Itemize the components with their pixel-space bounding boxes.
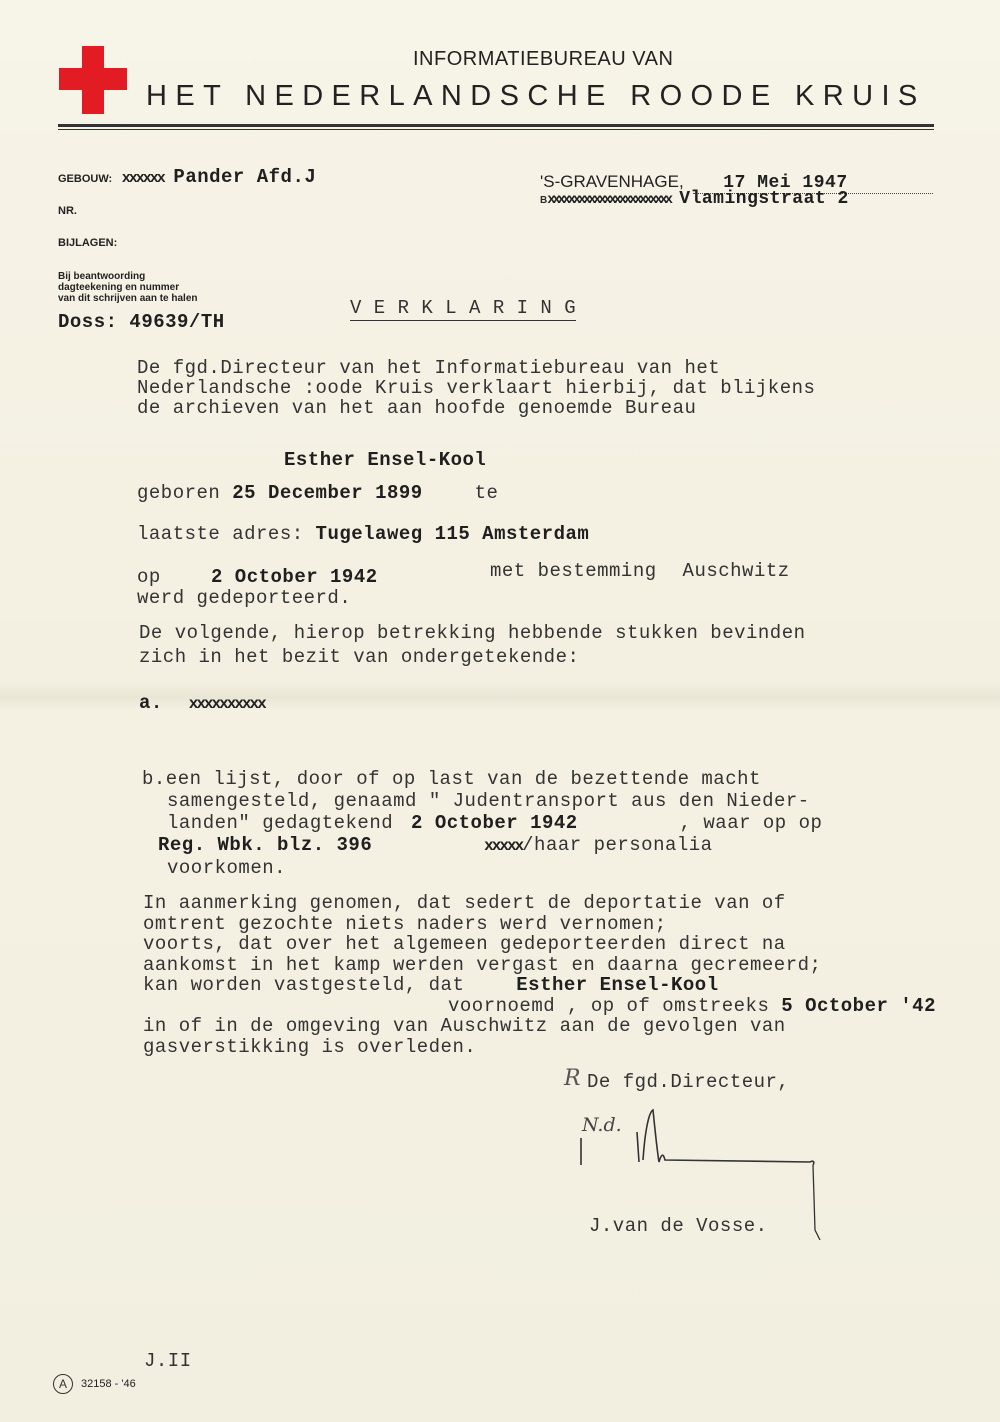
intro-line: De fgd.Directeur van het Informatiebureau van het <box>137 357 721 379</box>
item-b-waar-op: , waar op op <box>679 812 823 834</box>
person-name: Esther Ensel-Kool <box>284 449 487 471</box>
reply-note <box>58 271 198 304</box>
footer-reference: J.II <box>144 1350 192 1372</box>
item-a-struck: xxxxxxxxxx <box>188 695 265 713</box>
city-label: 'S-GRAVENHAGE, <box>540 172 684 191</box>
born-label: geboren <box>137 482 221 504</box>
conclusion-line: omtrent gezochte niets naders werd vernomen; <box>143 912 667 935</box>
signature-role: De fgd.Directeur, <box>587 1071 790 1093</box>
letterhead-top-line: INFORMATIEBUREAU VAN <box>413 48 674 70</box>
address-value: Vlamingstraat 2 <box>679 189 849 209</box>
last-address-label: laatste adres: <box>137 523 304 545</box>
conclusion-voornoemd: voornoemd , op of omstreeks <box>448 994 770 1017</box>
item-b <box>142 768 822 879</box>
nr-label: NR. <box>58 205 77 217</box>
item-b-line1: b.een lijst, door of op last van de bezettende macht <box>142 768 761 790</box>
deportation-date: 2 October 1942 <box>211 566 378 588</box>
item-b-date: 2 October 1942 <box>411 812 578 834</box>
signature-initial: R <box>564 1066 581 1091</box>
item-b-line3 <box>142 812 822 834</box>
gebouw-field <box>58 166 316 188</box>
document-title: V E R K L A R I N G <box>350 297 577 319</box>
item-b-line5: voorkomen. <box>167 857 287 879</box>
item-b-line2: samengesteld, genaamd " Judentransport aus den Nieder- <box>167 790 810 812</box>
last-address-value: Tugelaweg 115 Amsterdam <box>315 523 590 545</box>
printer-mark-icon: A <box>53 1374 73 1394</box>
op-label: op <box>137 566 161 588</box>
letter-date: 17 Mei 1947 <box>693 173 933 194</box>
conclusion-line-6 <box>143 996 936 1017</box>
address-struck: xxxxxxxxxxxxxxxxxxxxxxxx <box>547 192 670 208</box>
address-prefix: B <box>540 195 548 206</box>
conclusion-line-5 <box>143 975 936 996</box>
conclusion-line: aankomst in het kamp werden vergast en daarna gecremeerd; <box>143 953 822 976</box>
print-code-text: 32158 - '46 <box>81 1378 136 1390</box>
documents-intro-line: De volgende, hierop betrekking hebbende stukken bevinden <box>139 622 806 644</box>
signature-nd: N.d. <box>582 1114 622 1136</box>
documents-intro-line: zich in het bezit van ondergetekende: <box>139 646 580 668</box>
print-code <box>53 1374 136 1394</box>
office-address <box>540 189 849 209</box>
item-a <box>139 692 265 714</box>
letterhead-rule-thin <box>58 129 934 130</box>
letterhead-org-name: HET NEDERLANDSCHE ROODE KRUIS <box>146 80 926 112</box>
conclusion-date: 5 October '42 <box>781 994 936 1017</box>
item-a-label: a. <box>139 692 163 714</box>
destination-label: met bestemming <box>490 560 657 582</box>
gebouw-label: GEBOUW: <box>58 173 113 185</box>
conclusion-line: gasverstikking is overleden. <box>143 1035 477 1058</box>
born-day: 25 <box>232 482 257 504</box>
item-b-line4 <box>142 834 822 857</box>
last-address-line <box>137 523 589 545</box>
reply-note-line: dagteekening en nummer <box>58 282 180 293</box>
documents-intro <box>139 621 806 669</box>
conclusion-line: voorts, dat over het algemeen gedeporteerden direct na <box>143 933 786 955</box>
deported-line: werd gedeporteerd. <box>137 587 352 609</box>
intro-line: de archieven van het aan hoofde genoemde Bureau <box>137 397 697 419</box>
birth-line <box>137 482 498 504</box>
destination <box>490 560 790 582</box>
reply-note-line: van dit schrijven aan te halen <box>58 293 198 304</box>
item-b-dated-label: landen" gedagtekend <box>167 812 394 834</box>
item-b-struck: xxxxx <box>484 837 523 855</box>
conclusion-paragraph <box>143 893 936 1057</box>
reply-note-line: Bij beantwoording <box>58 271 146 282</box>
letterhead-rule-thick <box>58 124 934 127</box>
conclusion-name: Esther Ensel-Kool <box>516 974 719 996</box>
conclusion-line: in of in de omgeving van Auschwitz aan de gevolgen van <box>143 1015 786 1037</box>
signatory-name: J.van de Vosse. <box>589 1215 768 1237</box>
dossier-number: Doss: 49639/TH <box>58 311 225 333</box>
conclusion-line: In aanmerking genomen, dat sedert de deportatie van of <box>143 892 786 914</box>
born-te: te <box>474 482 499 504</box>
intro-line: Nederlandsche :oode Kruis verklaart hierbij, dat blijkens <box>137 377 816 399</box>
gebouw-struck: xxxxxx <box>121 170 164 187</box>
item-b-personalia: /haar personalia <box>522 834 713 856</box>
bijlagen-label: BIJLAGEN: <box>58 237 118 249</box>
gebouw-value: Pander Afd.J <box>173 166 317 188</box>
destination-value: Auschwitz <box>682 560 790 582</box>
item-b-register-ref: Reg. Wbk. blz. 396 <box>158 834 373 856</box>
born-date: December 1899 <box>267 482 423 504</box>
intro-paragraph <box>137 358 815 418</box>
conclusion-kan-worden: kan worden vastgesteld, dat <box>143 974 465 996</box>
